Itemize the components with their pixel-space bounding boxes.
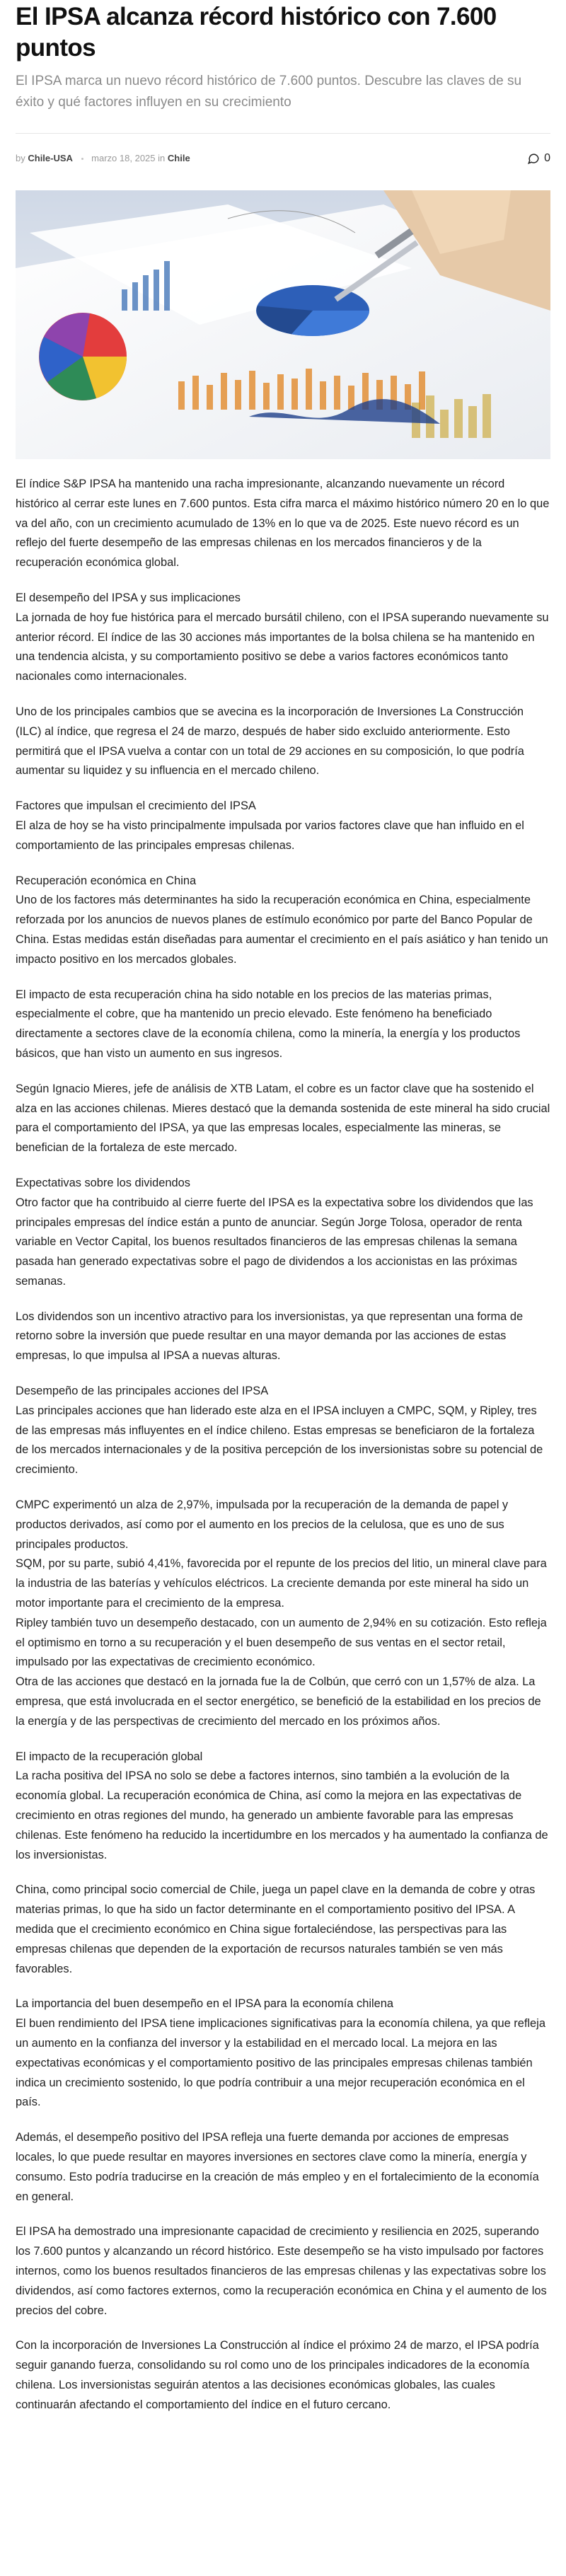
comments-link[interactable]	[527, 146, 550, 171]
section-heading: El desempeño del IPSA y sus implicaciones	[16, 591, 241, 604]
article-paragraph	[16, 1881, 550, 1979]
article-meta	[16, 146, 550, 171]
paragraph-text: El alza de hoy se ha visto principalmente impulsada por varios factores clave que han influido en el comportamiento de las principales empresas chilenas.	[16, 819, 524, 852]
article-subtitle: El IPSA marca un nuevo récord histórico de 7.600 puntos. Descubre las claves de su éxito y qué factores influyen en su crecimiento	[16, 74, 522, 110]
article-paragraph	[16, 2222, 550, 2321]
paragraph-text: Otro factor que ha contribuido al cierre fuerte del IPSA es la expectativa sobre los dividendos que las principales empresas del índice están a punto de anunciar. Según Jorge Tolosa, operador de renta variable en Vector Capital, los buenos resultados financieros de las empresas chilenas la semana pasada han generado expectativas sobre el pago de dividendos a los accionistas en las próximas semanas.	[16, 1196, 533, 1288]
article-paragraph	[16, 1748, 550, 1866]
section-heading: Factores que impulsan el crecimiento del IPSA	[16, 799, 256, 813]
article-paragraph	[16, 589, 550, 687]
paragraph-text: Según Ignacio Mieres, jefe de análisis de XTB Latam, el cobre es un factor clave que ha sostenido el alza en las acciones chilenas. Mieres destacó que la demanda sostenida de este mineral ha sido crucial para el comportamiento del IPSA, ya que las empresas locales, especialmente las mineras, se benefician de la fortaleza de este mercado.	[16, 1082, 550, 1155]
article-paragraph	[16, 1496, 550, 1732]
paragraph-text: Uno de los factores más determinantes ha sido la recuperación económica en China, especialmente reforzada por los anuncios de nuevos planes de estímulo económico por parte del Banco Popular de China. Estas medidas están diseñadas para aumentar el crecimiento en el país asiático y han tenido un impacto positivo en los mercados globales.	[16, 894, 548, 966]
section-heading: Desempeño de las principales acciones del IPSA	[16, 1385, 269, 1398]
paragraph-text: El buen rendimiento del IPSA tiene implicaciones significativas para la economía chilena, ya que refleja un aumento en la confianza del inversor y la estabilidad en el mercado local. La mejora en las expectativas económicas y el comportamiento positivo de las principales empresas chilenas también indica un crecimiento sostenido, lo que podría contribuir a una mejor recuperación económica en el país.	[16, 2017, 545, 2109]
article-paragraph	[16, 1382, 550, 1480]
comment-icon	[527, 152, 540, 165]
author-link[interactable]: Chile-USA	[28, 153, 73, 163]
header-divider	[16, 133, 550, 134]
article-body	[16, 475, 550, 2415]
category-link[interactable]: Chile	[167, 153, 190, 163]
article-paragraph	[16, 986, 550, 1064]
article-paragraph	[16, 1080, 550, 1158]
paragraph-text: El IPSA ha demostrado una impresionante capacidad de crecimiento y resiliencia en 2025, superando los 7.600 puntos y alcanzando un récord histórico. Este desempeño se ha visto impulsado por factores internos, como los buenos resultados financieros de las empresas chilenas y las expectativas sobre los dividendos, así como factores externos, como la recuperación económica en China y el aumento de los precios del cobre.	[16, 2225, 547, 2317]
paragraph-text: La racha positiva del IPSA no solo se debe a factores internos, sino también a la evolución de la economía global. La recuperación económica de China, así como la mejora en las expectativas de crecimiento en otras regiones del mundo, ha generado un ambiente favorable para las empresas chilenas. Este fenómeno ha reducido la incertidumbre en los mercados y ha aumentado la confianza de los inversionistas.	[16, 1769, 548, 1861]
paragraph-text: Otra de las acciones que destacó en la jornada fue la de Colbún, que cerró con un 1,57% de alza. La empresa, que está involucrada en el sector energético, se benefició de la estabilidad en los precios de la energía y de las perspectivas de crecimiento del mercado en los próximos años.	[16, 1675, 541, 1728]
paragraph-text: Además, el desempeño positivo del IPSA refleja una fuerte demanda por acciones de empresas locales, lo que puede resultar en mayores inversiones en sectores clave como la minería, energía y consumo. Esto podría traducirse en la creación de más empleo y en el fortalecimiento de la economía en general.	[16, 2131, 539, 2203]
financial-charts-illustration	[16, 190, 550, 459]
article-paragraph	[16, 475, 550, 573]
article-paragraph	[16, 2128, 550, 2207]
paragraph-text: Las principales acciones que han liderado este alza en el IPSA incluyen a CMPC, SQM, y Ripley, tres de las empresas más influyentes en el índice chileno. Estas empresas se beneficiaron de la fortaleza de los mercados internacionales y de la positiva percepción de los inversionistas sobre su potencial de crecimiento.	[16, 1404, 543, 1477]
paragraph-text: Ripley también tuvo un desempeño destacado, con un aumento de 2,94% en su cotización. Esto refleja el optimismo en torno a su recuperación y el buen desempeño de sus ventas en el sector retail, impulsado por las expectativas de crecimiento económico.	[16, 1616, 547, 1669]
article-paragraph	[16, 1994, 550, 2113]
paragraph-text: SQM, por su parte, subió 4,41%, favorecida por el repunte de los precios del litio, un mineral clave para la industria de las baterías y vehículos eléctricos. La creciente demanda por este mineral ha sido un motor importante para el crecimiento de la empresa.	[16, 1557, 547, 1610]
meta-separator	[81, 158, 83, 160]
by-label: by	[16, 153, 25, 163]
article-paragraph	[16, 872, 550, 970]
publish-date: marzo 18, 2025	[91, 153, 156, 163]
article-paragraph	[16, 2336, 550, 2415]
section-heading: La importancia del buen desempeño en el IPSA para la economía chilena	[16, 1997, 393, 2011]
paragraph-text: El índice S&P IPSA ha mantenido una racha impresionante, alcanzando nuevamente un récord histórico al cerrar este lunes en 7.600 puntos. Esta cifra marca el máximo histórico número 20 en lo que va del año, con un crecimiento acumulado de 13% en lo que va de 2025. Este nuevo récord es un reflejo del fuerte desempeño de las empresas chilenas en los mercados financieros y de la recuperación económica global.	[16, 478, 550, 570]
paragraph-text: Uno de los principales cambios que se avecina es la incorporación de Inversiones La Construcción (ILC) al índice, que regresa el 24 de marzo, después de haber sido excluido anteriormente. Esto permitirá que el IPSA vuelva a contar con un total de 29 acciones en su composición, lo que podría aumentar su liquidez y su influencia en el mercado chileno.	[16, 705, 524, 778]
article-paragraph	[16, 703, 550, 781]
comments-count: 0	[544, 152, 550, 164]
paragraph-text: Los dividendos son un incentivo atractivo para los inversionistas, ya que representan una forma de retorno sobre la inversión que puede resultar en una mayor demanda por las acciones de estas empresas, lo que impulsa al IPSA a nuevas alturas.	[16, 1310, 524, 1363]
section-heading: Recuperación económica en China	[16, 874, 197, 887]
paragraph-text: Con la incorporación de Inversiones La Construcción al índice el próximo 24 de marzo, el IPSA podría seguir ganando fuerza, consolidando su rol como uno de los principales indicadores de la economía chilena. Los inversionistas seguirán atentos a las decisiones económicas globales, las cuales continuarán afectando el comportamiento del índice en el futuro cercano.	[16, 2339, 539, 2411]
article-paragraph	[16, 1174, 550, 1292]
article-paragraph	[16, 1307, 550, 1366]
section-heading: El impacto de la recuperación global	[16, 1750, 203, 1763]
paragraph-text: China, como principal socio comercial de Chile, juega un papel clave en la demanda de cobre y otras materias primas, lo que ha sido un factor determinante en el comportamiento positivo del IPSA. A medida que el crecimiento económico en China sigue fortaleciéndose, las perspectivas para las empresas chilenas que dependen de la exportación de recursos naturales también se ven más favorables.	[16, 1883, 536, 1975]
hero-image	[16, 190, 550, 459]
section-heading: Expectativas sobre los dividendos	[16, 1176, 190, 1189]
paragraph-text: El impacto de esta recuperación china ha sido notable en los precios de las materias primas, especialmente el cobre, que ha mantenido un precio elevado. Este fenómeno ha beneficiado directamente a sectores clave de la economía chilena, como la minería, la energía y los productos básicos, que han visto un aumento en sus ingresos.	[16, 988, 521, 1060]
paragraph-text: La jornada de hoy fue histórica para el mercado bursátil chileno, con el IPSA superando nuevamente su anterior récord. El índice de las 30 acciones más importantes de la bolsa chilena se ha mantenido en una tendencia alcista, y su comportamiento positivo se debe a varios factores económicos tanto nacionales como internacionales.	[16, 611, 549, 683]
article-container	[16, 0, 550, 2431]
article-paragraph	[16, 797, 550, 855]
article-title: El IPSA alcanza récord histórico con 7.600 puntos	[16, 3, 497, 62]
paragraph-text: CMPC experimentó un alza de 2,97%, impulsada por la recuperación de la demanda de papel y productos derivados, así como por el aumento en los precios de la celulosa, que es uno de sus principales productos.	[16, 1498, 509, 1551]
in-label: in	[158, 153, 166, 163]
